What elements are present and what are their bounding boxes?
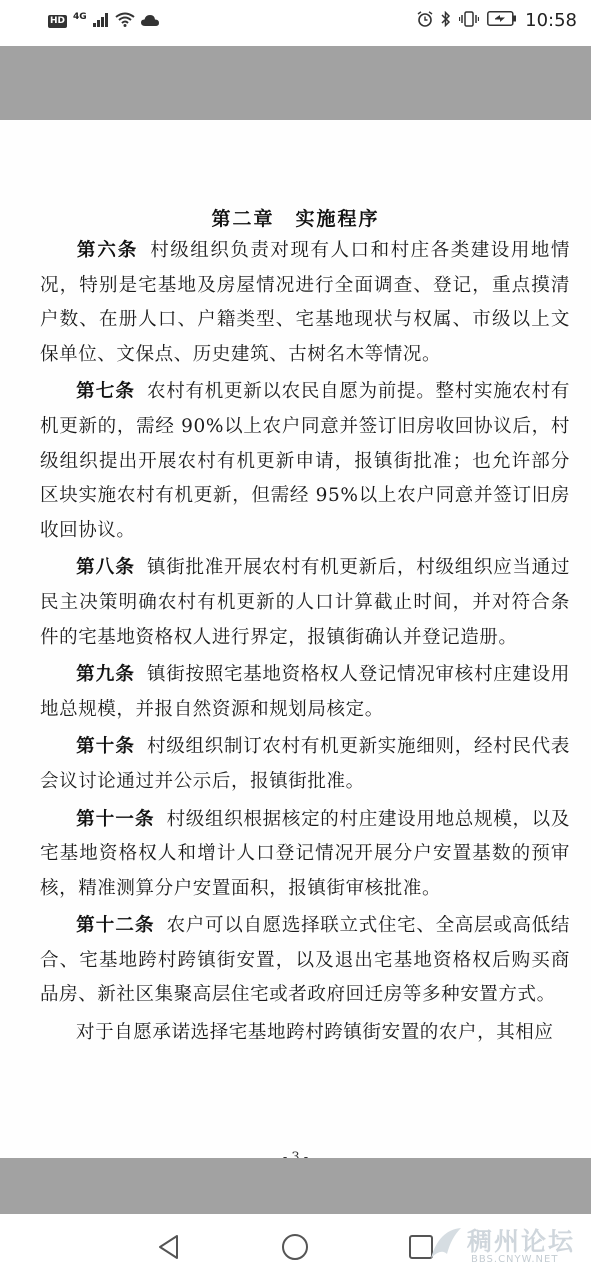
watermark-logo-icon: [427, 1224, 467, 1264]
article-label: 第七条: [76, 381, 136, 403]
navigation-bar: [0, 1214, 591, 1280]
article-9: [40, 658, 570, 727]
article-6: [40, 234, 570, 372]
hd-badge: HD: [50, 16, 66, 26]
alarm-icon: [417, 11, 433, 31]
article-label: 第九条: [76, 664, 136, 686]
status-right-group: [417, 10, 577, 31]
forum-watermark: [427, 1222, 577, 1272]
continuation-paragraph: [40, 1016, 570, 1051]
article-12: [40, 909, 570, 1013]
article-text: 村级组织制订农村有机更新实施细则，经村民代表会议讨论通过并公示后，报镇街批准。: [40, 736, 570, 792]
vibrate-icon: [459, 11, 479, 31]
network-type: 4G: [73, 11, 87, 22]
article-text: 对于自愿承诺选择宅基地跨村跨镇街安置的农户，其相应: [76, 1022, 554, 1044]
article-8: [40, 551, 570, 655]
bluetooth-icon: [441, 11, 451, 31]
battery-icon: [487, 11, 517, 30]
chapter-title: 第二章 实施程序: [211, 208, 380, 230]
signal-icon: [93, 12, 109, 31]
article-text: 村级组织根据核定的村庄建设用地总规模，以及宅基地资格权人和增计人口登记情况开展分户安置基数的预审核，精准测算分户安置面积，报镇街审核批准。: [40, 808, 570, 899]
article-text: 农村有机更新以农民自愿为前提。整村实施农村有机更新的，需经 90%以上农户同意并签订旧房收回协议后，村级组织提出开展农村有机更新申请，报镇街批准；也允许部分区块实施农村有机更新，但需经 95%以上农户同意并签订旧房收回协议。: [40, 381, 570, 541]
article-label: 第八条: [76, 557, 136, 579]
wifi-icon: [115, 12, 135, 31]
viewer-top-band: [0, 46, 591, 120]
home-button[interactable]: [280, 1232, 310, 1262]
watermark-url: BBS.CNYW.NET: [471, 1254, 559, 1265]
article-label: 第十二条: [76, 915, 155, 937]
document-page[interactable]: [0, 120, 591, 1158]
article-label: 第十一条: [76, 808, 155, 830]
article-text: 镇街批准开展农村有机更新后，村级组织应当通过民主决策明确农村有机更新的人口计算截止时间，并对符合条件的宅基地资格权人进行界定，报镇街确认并登记造册。: [40, 557, 570, 648]
back-button[interactable]: [154, 1232, 184, 1262]
watermark-title: 稠州论坛: [467, 1227, 576, 1256]
article-label: 第十条: [76, 736, 136, 758]
document-body: [40, 234, 570, 1054]
back-triangle-icon: [157, 1234, 181, 1260]
article-7: [40, 375, 570, 548]
viewer-bottom-band: [0, 1158, 591, 1214]
cloud-icon: [141, 12, 159, 31]
status-left-group: [48, 12, 159, 31]
article-10: [40, 730, 570, 799]
article-text: 农户可以自愿选择联立式住宅、全高层或高低结合、宅基地跨村跨镇街安置，以及退出宅基地资格权后购买商品房、新社区集聚高层住宅或者政府回迁房等多种安置方式。: [40, 915, 570, 1006]
article-11: [40, 803, 570, 907]
article-text: 镇街按照宅基地资格权人登记情况审核村庄建设用地总规模，并报自然资源和规划局核定。: [40, 664, 570, 720]
status-bar: [0, 0, 591, 46]
article-label: 第六条: [76, 240, 139, 261]
clock-time: 10:58: [525, 10, 577, 31]
home-circle-icon: [281, 1233, 309, 1261]
article-text: 村级组织负责对现有人口和村庄各类建设用地情况，特别是宅基地及房屋情况进行全面调查、登记，重点摸清户数、在册人口、户籍类型、宅基地现状与权属、市级以上文保单位、文保点、历史建筑、古树名木等情况。: [40, 240, 570, 365]
